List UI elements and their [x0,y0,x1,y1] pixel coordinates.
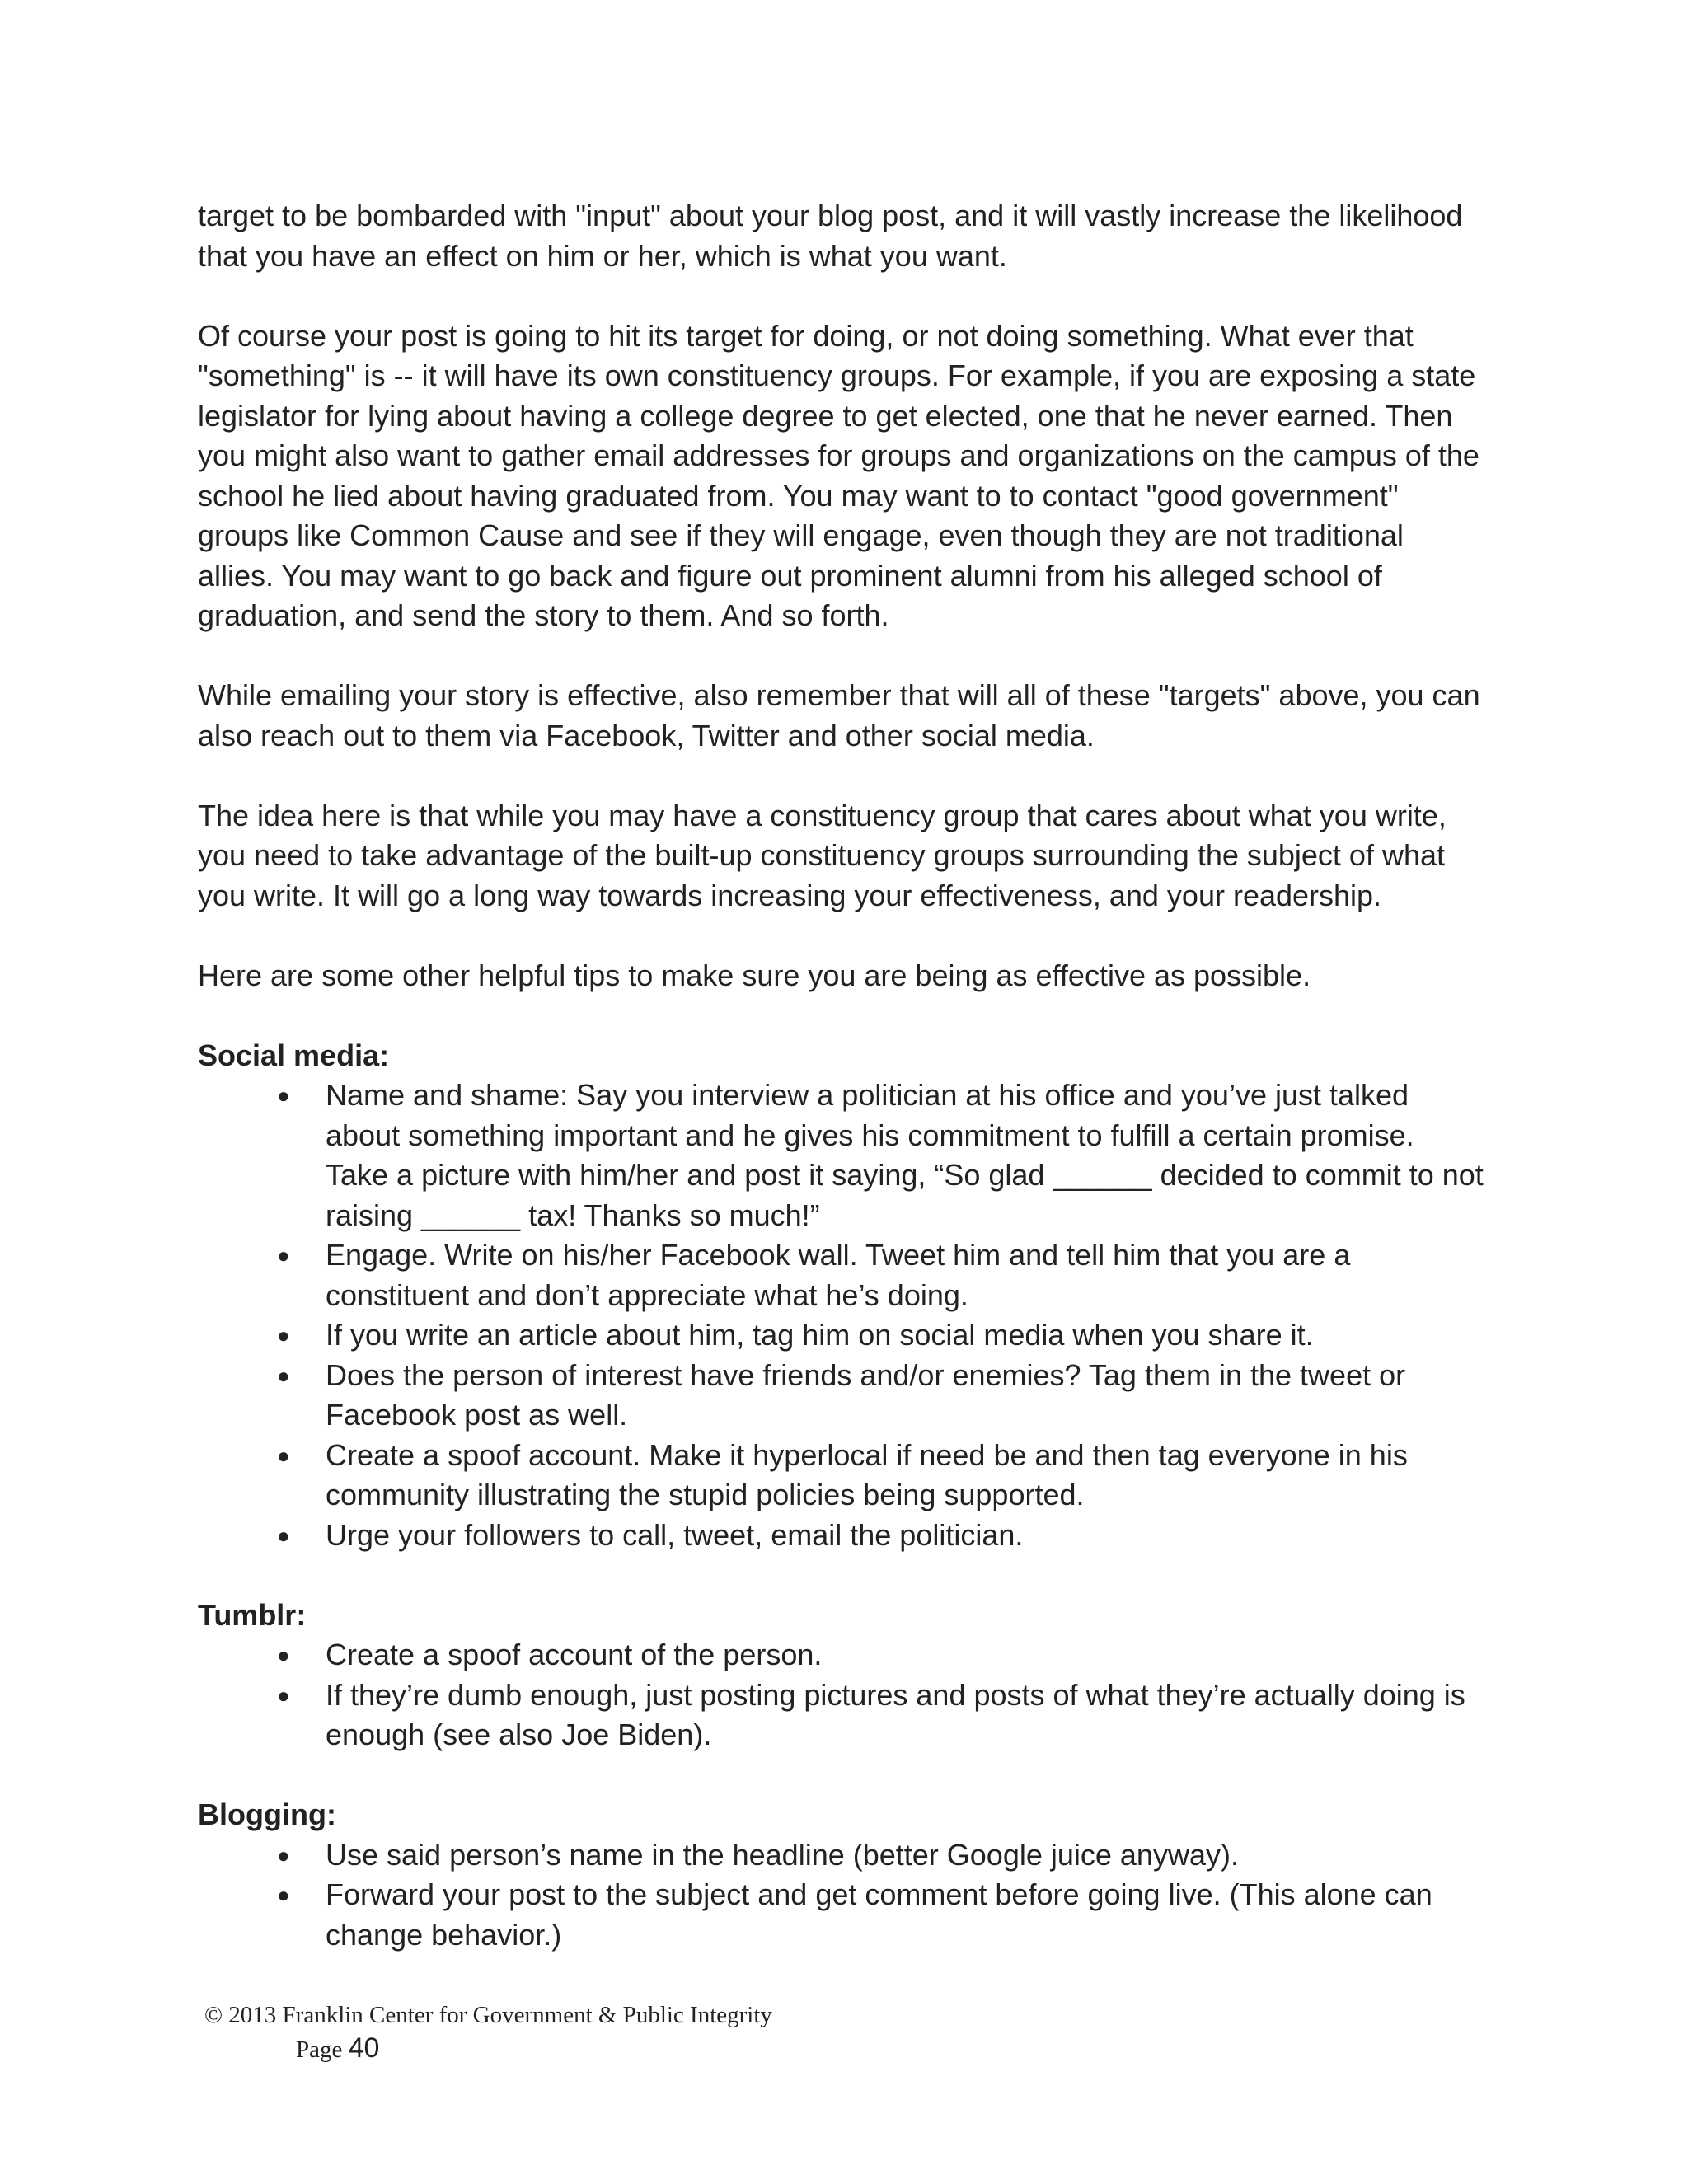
paragraph-2: Of course your post is going to hit its target for doing, or not doing something. What ever that "something" is -- it will have its own constituency groups. For example, if you are exposing a state legislator for lying about having a college degree to get elected, one that he never earned. Then you might also want to gather email addresses for groups and organizations on the campus of the school he lied about having graduated from. You may want to to contact "good government" groups like Common Cause and see if they will engage, even though they are not traditional allies. You may want to go back and figure out prominent alumni from his alleged school of graduation, and send the story to them. And so forth. [198,318,1479,632]
copyright-notice: © 2013 Franklin Center for Government & Public Integrity [204,2002,772,2028]
bullet-icon: ● [277,1842,290,1868]
bullet-list [198,1076,1484,1555]
list-item-text: Engage. Write on his/her Facebook wall. Tweet him and tell him that you are a constituent and don’t appreciate what he’s doing. [326,1238,1351,1312]
section-heading: Blogging: [198,1797,336,1831]
bullet-icon: ● [277,1083,290,1108]
list-item [198,1436,1484,1516]
bullet-icon: ● [277,1323,290,1347]
paragraph-1: target to be bombarded with "input" about your blog post, and it will vastly increase the likelihood that you have an effect on him or her, which is what you want. [198,199,1463,273]
bullet-list [198,1635,1484,1755]
section-tumblr [198,1596,1484,1755]
list-item [198,1315,1484,1356]
list-item-text: Does the person of interest have friends and/or enemies? Tag them in the tweet or Facebook post as well. [326,1357,1406,1432]
section-blogging [198,1795,1484,1955]
list-item [198,1635,1484,1675]
list-item-text: Urge your followers to call, tweet, email the politician. [326,1517,1024,1552]
list-item [198,1235,1484,1315]
paragraph-3: While emailing your story is effective, also remember that will all of these "targets" above, you can also reach out to them via Facebook, Twitter and other social media. [198,678,1480,752]
list-item-text: Forward your post to the subject and get comment before going live. (This alone can change behavior.) [326,1877,1432,1952]
list-item [198,1076,1484,1235]
section-social-media [198,1036,1484,1556]
list-item-text: Create a spoof account of the person. [326,1638,823,1671]
list-item-text: Use said person’s name in the headline (better Google juice anyway). [326,1837,1239,1872]
section-heading: Social media: [198,1038,390,1072]
list-item [198,1675,1484,1755]
list-item [198,1875,1484,1955]
list-item-text: If they’re dumb enough, just posting pictures and posts of what they’re actually doing is enough (see also Joe Biden). [326,1677,1465,1751]
bullet-icon: ● [277,1243,290,1268]
bullet-icon: ● [277,1682,290,1708]
bullet-icon: ● [277,1362,290,1388]
section-heading: Tumblr: [198,1597,307,1632]
page-footer [204,1999,772,2066]
bullet-icon: ● [277,1882,290,1907]
page-label: Page [296,2036,349,2063]
bullet-list [198,1835,1484,1956]
list-item [198,1516,1484,1556]
bullet-icon: ● [277,1442,290,1468]
bullet-icon: ● [277,1643,290,1667]
page-body [198,196,1484,1995]
page-number-line [204,2032,772,2066]
paragraph-5: Here are some other helpful tips to make sure you are being as effective as possible. [198,958,1311,992]
list-item-text: Create a spoof account. Make it hyperlocal if need be and then tag everyone in his community illustrating the stupid policies being supported. [326,1437,1408,1511]
list-item [198,1835,1484,1876]
list-item [198,1356,1484,1436]
page-number: 40 [348,2032,380,2064]
bullet-icon: ● [277,1522,290,1548]
list-item-text: Name and shame: Say you interview a politician at his office and you’ve just talked about something important and he gives his commitment to fulfill a certain promise. Take a picture with him/her and post it saying, “So glad ______ decided to commit to not raising ______ tax! Thanks so much!” [326,1078,1484,1232]
list-item-text: If you write an article about him, tag him on social media when you share it. [326,1318,1314,1352]
paragraph-4: The idea here is that while you may have a constituency group that cares about what you write, you need to take advantage of the built-up constituency groups surrounding the subject of what you write. It will go a long way towards increasing your effectiveness, and your readership. [198,798,1447,912]
